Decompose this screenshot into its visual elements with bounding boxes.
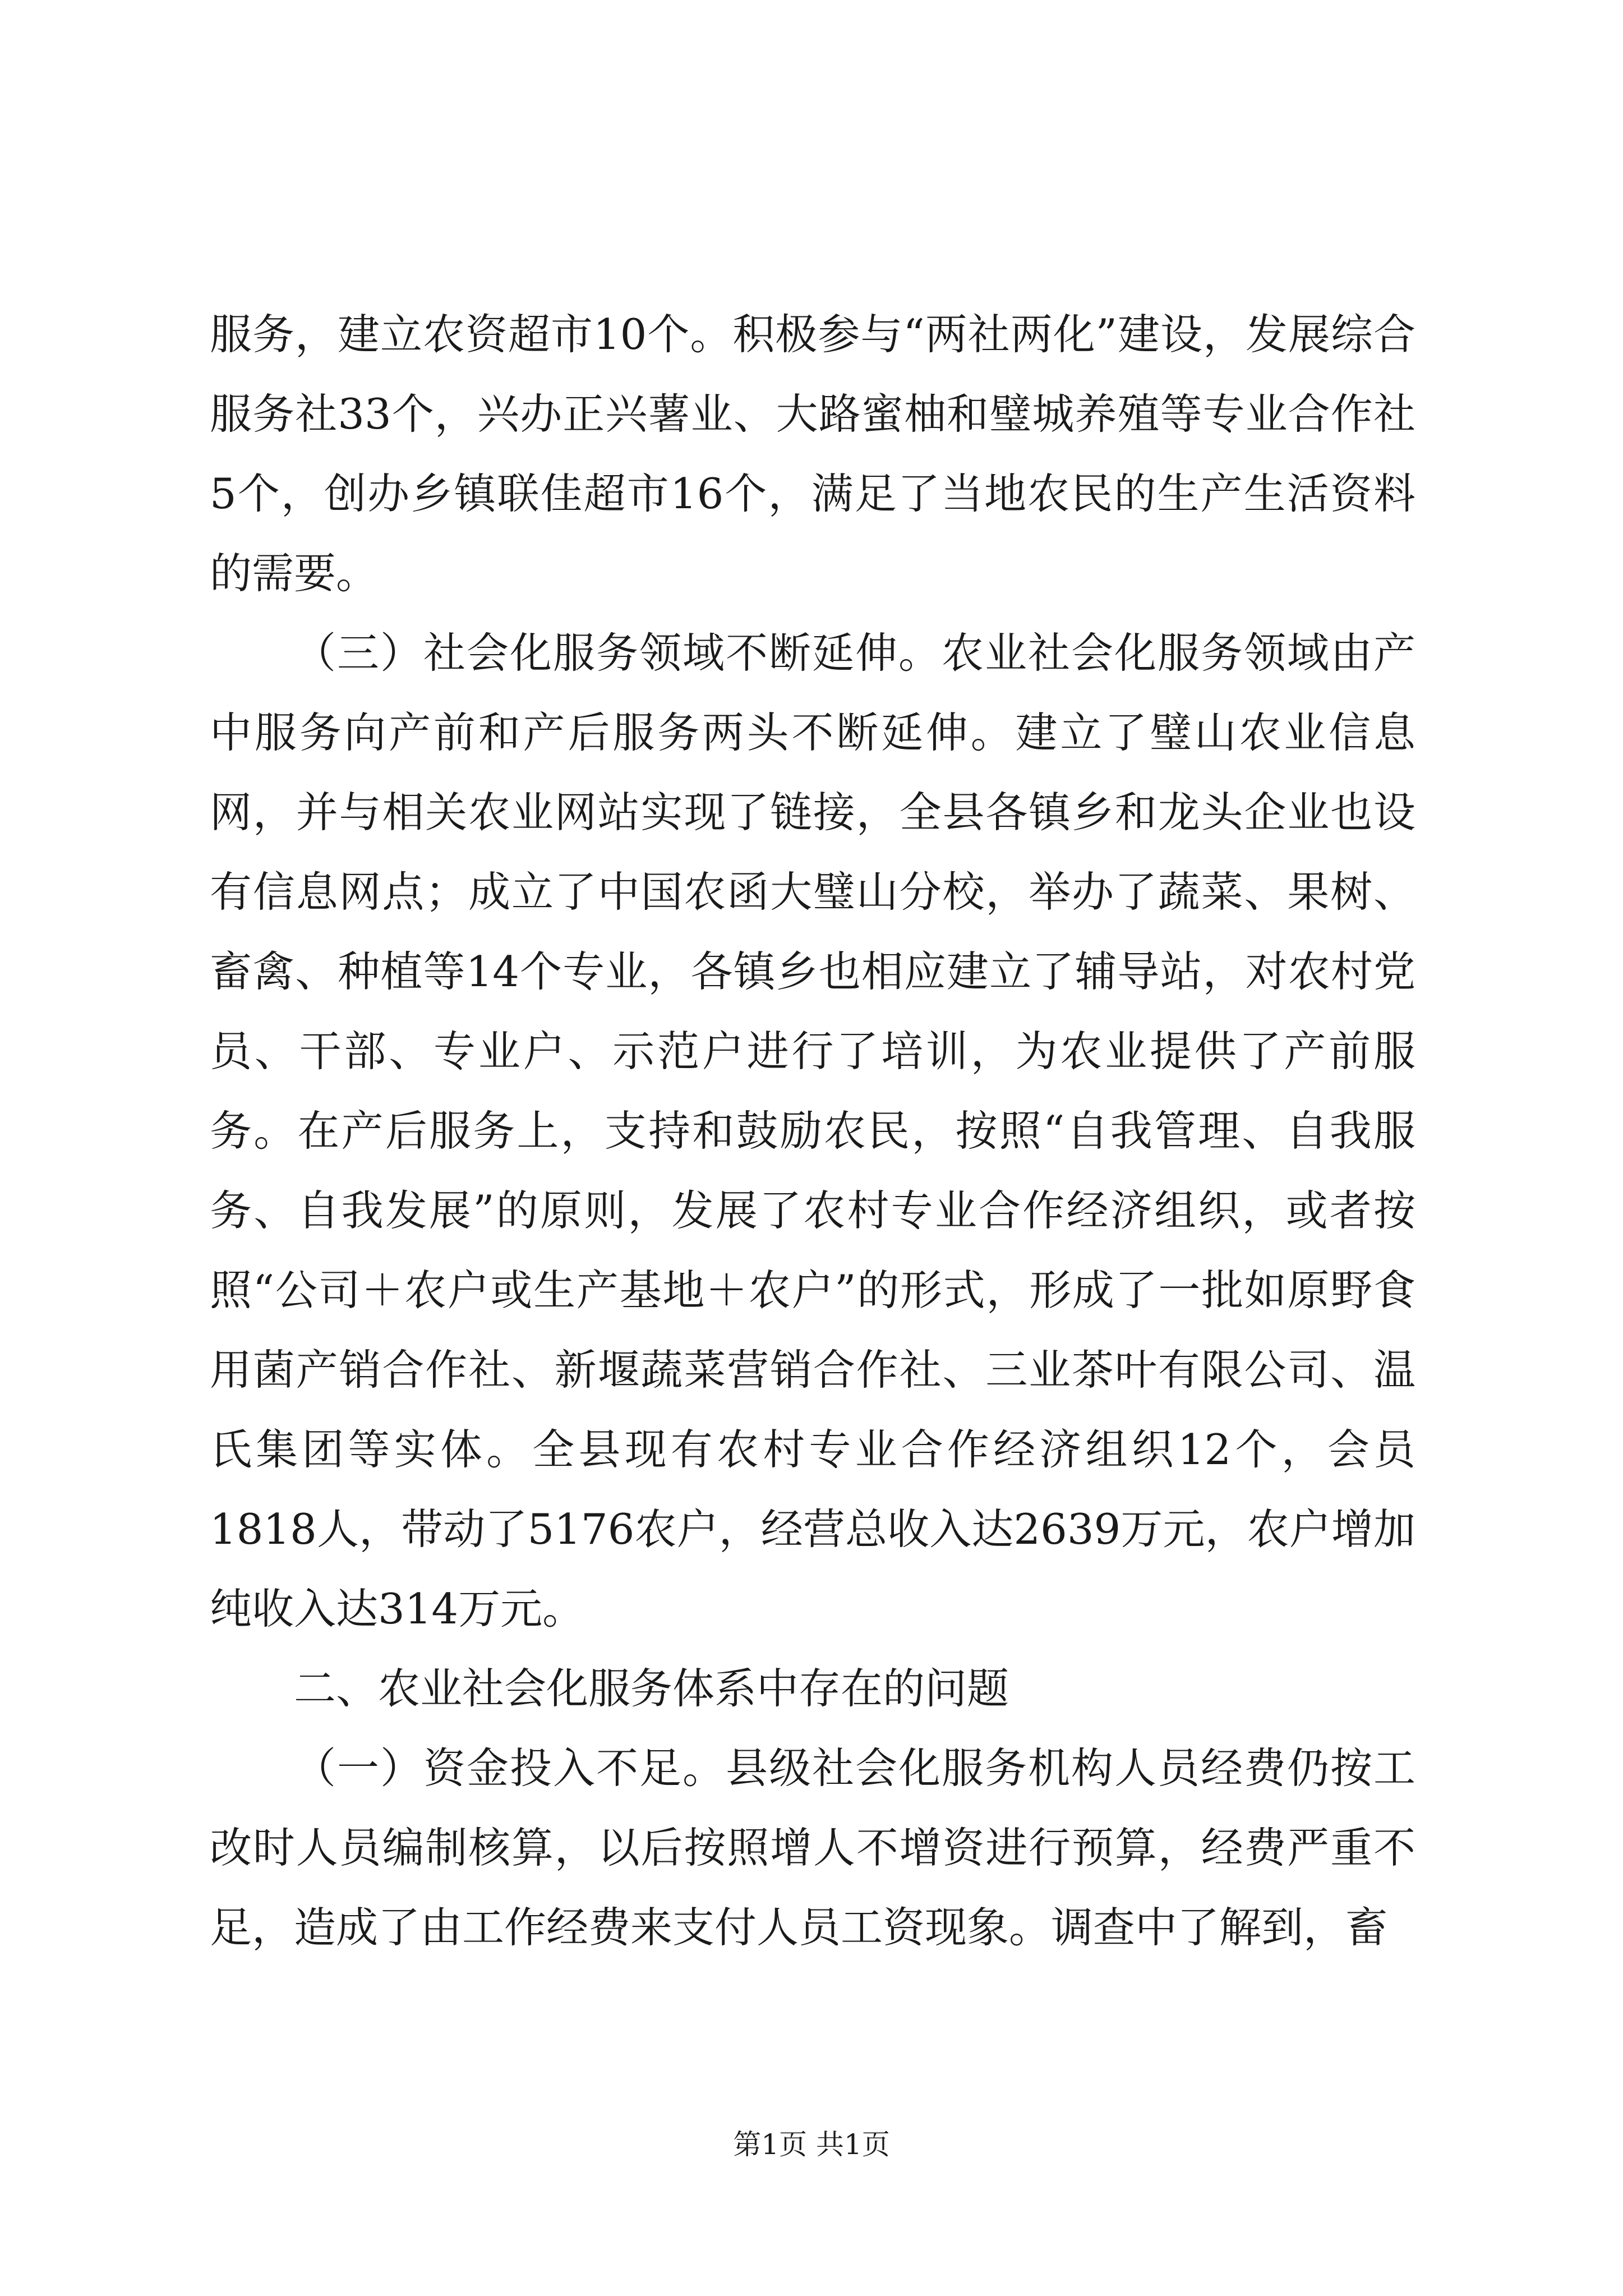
page-number-footer: 第1页 共1页 <box>733 2128 890 2161</box>
paragraph-section-three: （三）社会化服务领域不断延伸。农业社会化服务领域由产中服务向产前和产后服务两头不断延伸。建立了璧山农业信息网，并与相关农业网站实现了链接，全县各镇乡和龙头企业也设有信息网点；成立了中国农函大璧山分校，举办了蔬菜、果树、畜禽、种植等14个专业，各镇乡也相应建立了辅导站，对农村党员、干部、专业户、示范户进行了培训，为农业提供了产前服务。在产后服务上，支持和鼓励农民，按照“自我管理、自我服务、自我发展”的原则，发展了农村专业合作经济组织，或者按照“公司＋农户或生产基地＋农户”的形式，形成了一批如原野食用菌产销合作社、新堰蔬菜营销合作社、三业茶叶有限公司、温氏集团等实体。全县现有农村专业合作经济组织12个，会员1818人，带动了5176农户，经营总收入达2639万元，农户增加纯收入达314万元。 <box>210 628 1415 1634</box>
paragraph-continuation: 服务，建立农资超市10个。积极参与“两社两化”建设，发展综合服务社33个，兴办正兴薯业、大路蜜柚和璧城养殖等专业合作社5个，创办乡镇联佳超市16个，满足了当地农民的生产生活资料的需要。 <box>210 310 1415 598</box>
paragraph-funding-shortage: （一）资金投入不足。县级社会化服务机构人员经费仍按工改时人员编制核算，以后按照增人不增资进行预算，经费严重不足，造成了由工作经费来支付人员工资现象。调查中了解到，畜 <box>210 1743 1415 1952</box>
document-body <box>210 295 1415 1967</box>
section-heading-problems: 二、农业社会化服务体系中存在的问题 <box>294 1664 1009 1713</box>
